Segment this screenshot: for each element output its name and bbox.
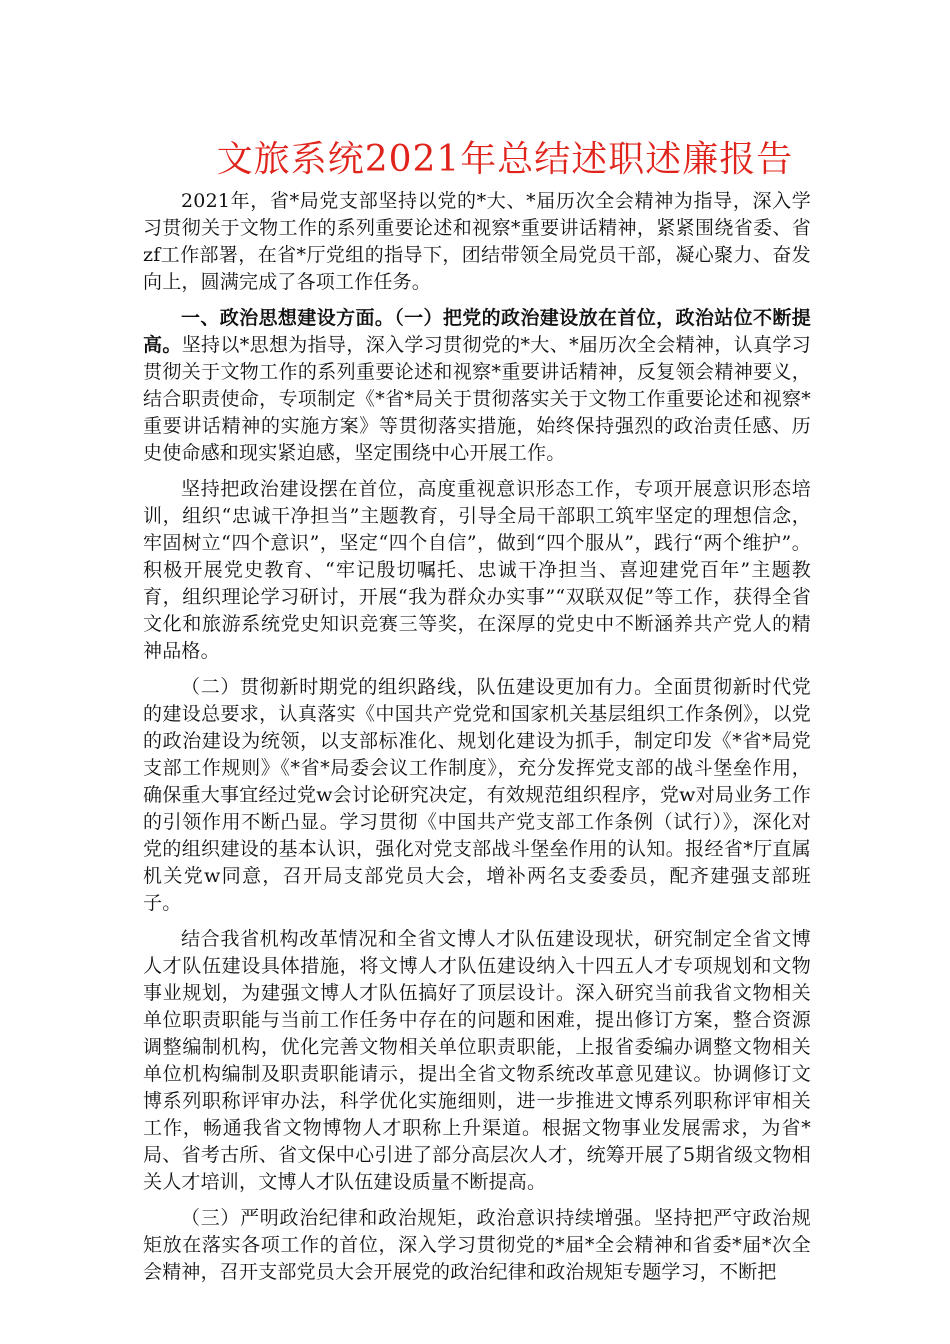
section-heading: 一、政治思想建设方面。（一）把党的政治建设放在首位，政治站位不断提高。 xyxy=(143,307,811,356)
paragraph-text: 结合我省机构改革情况和全省文博人才队伍建设现状，研究制定全省文博人才队伍建设具体措施，将文博人才队伍建设纳入十四五人才专项规划和文物事业规划，为建强文博人才队伍搞好了顶层设计。深入研究当前我省文物相关单位职责职能与当前工作任务中存在的问题和困难，提出修订方案，整合资源调整编制机构，优化完善文物相关单位职责职能，上报省委编办调整文物相关单位机构编制及职责职能请示，提出全省文物系统改革意见建议。协调修订文博系列职称评审办法，科学优化实施细则，进一步推进文博系列职称评审相关工作，畅通我省文物博物人才职称上升渠道。根据文物事业发展需求，为省*局、省考古所、省文保中心引进了部分高层次人才，统筹开展了5期省级文物相关人才培训，文博人才队伍建设质量不断提高。 xyxy=(143,928,811,1193)
paragraph-section-1 xyxy=(143,305,811,467)
paragraph-political-building xyxy=(143,476,811,665)
paragraph-organization-line xyxy=(143,674,811,917)
paragraph-talent-team xyxy=(143,926,811,1196)
paragraph-intro xyxy=(143,188,811,296)
paragraph-discipline xyxy=(143,1205,811,1286)
paragraph-text: （二）贯彻新时期党的组织路线，队伍建设更加有力。全面贯彻新时代党的建设总要求，认真落实《中国共产党党和国家机关基层组织工作条例》，以党的政治建设为统领，以支部标准化、规划化建设为抓手，制定印发《*省*局党支部工作规则》《*省*局委会议工作制度》，充分发挥党支部的战斗堡垒作用，确保重大事宜经过党w会讨论研究决定，有效规范组织程序，党w对局业务工作的引领作用不断凸显。学习贯彻《中国共产党支部工作条例（试行）》，深化对党的组织建设的基本认识，强化对党支部战斗堡垒作用的认知。报经省*厅直属机关党w同意，召开局支部党员大会，增补两名支委委员，配齐建强支部班子。 xyxy=(143,676,811,914)
document-body xyxy=(143,188,811,1295)
paragraph-text: 坚持以*思想为指导，深入学习贯彻党的*大、*届历次全会精神，认真学习贯彻关于文物工作的系列重要论述和视察*重要讲话精神，反复领会精神要义，结合职责使命，专项制定《*省*局关于贯彻落实关于文物工作重要论述和视察*重要讲话精神的实施方案》等贯彻落实措施，始终保持强烈的政治责任感、历史使命感和现实紧迫感，坚定围绕中心开展工作。 xyxy=(143,334,811,464)
paragraph-text: 坚持把政治建设摆在首位，高度重视意识形态工作，专项开展意识形态培训，组织“忠诚干净担当”主题教育，引导全局干部职工筑牢坚定的理想信念，牢固树立“四个意识”，坚定“四个自信”，做到“四个服从”，践行“两个维护”。积极开展党史教育、“牢记殷切嘱托、忠诚干净担当、喜迎建党百年”主题教育，组织理论学习研讨，开展“我为群众办实事”“双联双促”等工作，获得全省文化和旅游系统党史知识竞赛三等奖，在深厚的党史中不断涵养共产党人的精神品格。 xyxy=(143,478,811,662)
paragraph-text: 2021年，省*局党支部坚持以党的*大、*届历次全会精神为指导，深入学习贯彻关于文物工作的系列重要论述和视察*重要讲话精神，紧紧围绕省委、省zf工作部署，在省*厅党组的指导下，团结带领全局党员干部，凝心聚力、奋发向上，圆满完成了各项工作任务。 xyxy=(143,190,811,293)
document-title: 文旅系统2021年总结述职述廉报告 xyxy=(216,139,794,180)
paragraph-text: （三）严明政治纪律和政治规矩，政治意识持续增强。坚持把严守政治规矩放在落实各项工作的首位，深入学习贯彻党的*届*全会精神和省委*届*次全会精神，召开支部党员大会开展党的政治纪律和政治规矩专题学习，不断把 xyxy=(143,1207,811,1283)
